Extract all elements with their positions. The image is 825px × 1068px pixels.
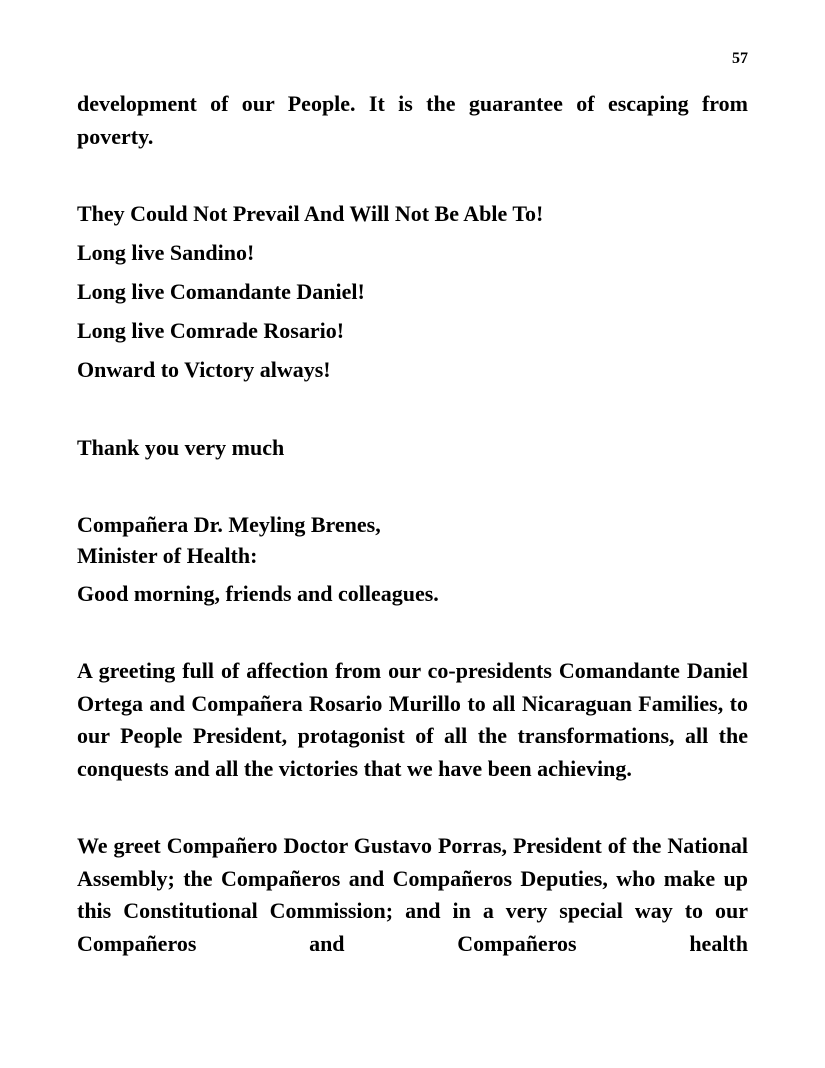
thank-you: Thank you very much (77, 434, 285, 460)
speaker-name: Compañera Dr. Meyling Brenes, (77, 512, 381, 537)
paragraph-greet-assembly: We greet Compañero Doctor Gustavo Porras, President of the National Assembly; the Compañeros and Compañeros Deputies, who make up this Constitutional Commission; and in a very special way to our Compañeros and Compañeros health (77, 833, 748, 956)
page-number: 57 (732, 50, 748, 67)
paragraph-affection: A greeting full of affection from our co-presidents Comandante Daniel Ortega and Compañera Rosario Murillo to all Nicaraguan Families, to our People President, protagonist of all the transformations, all the conquests and all the victories that we have been achieving. (77, 658, 748, 781)
speaker-title: Minister of Health: (77, 543, 258, 568)
slogan-victory: Onward to Victory always! (77, 357, 331, 382)
slogan-rosario: Long live Comrade Rosario! (77, 318, 345, 343)
slogan-daniel: Long live Comandante Daniel! (77, 279, 365, 304)
slogan-heading: They Could Not Prevail And Will Not Be Able To! (77, 201, 544, 226)
greeting: Good morning, friends and colleagues. (77, 580, 439, 606)
document-body (77, 88, 748, 960)
slogan-sandino: Long live Sandino! (77, 240, 255, 265)
paragraph-development: development of our People. It is the guarantee of escaping from poverty. (77, 91, 748, 149)
